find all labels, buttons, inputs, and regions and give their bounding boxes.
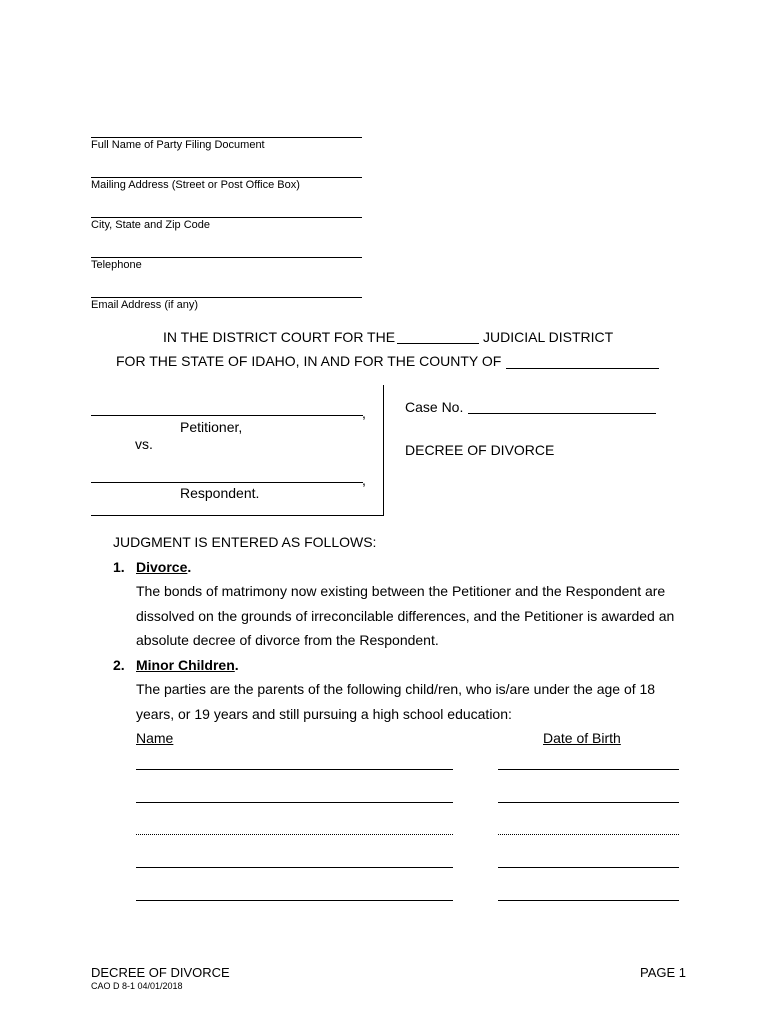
item-2-title-suffix: . [234, 657, 239, 673]
item-1-title: Divorce [136, 559, 188, 575]
caption-bottom-rule [91, 515, 384, 516]
item-2-text-line-1: The parties are the parents of the following child/ren, who is/are under the age of 18 [136, 681, 656, 697]
petitioner-name-line[interactable] [91, 415, 363, 416]
court-line2: FOR THE STATE OF IDAHO, IN AND FOR THE COUNTY OF [116, 353, 502, 369]
item-1-text-line-3: absolute decree of divorce from the Respondent. [136, 632, 439, 648]
telephone-line[interactable] [91, 257, 362, 258]
document-title: DECREE OF DIVORCE [405, 442, 555, 458]
child-dob-line[interactable] [498, 769, 679, 770]
child-name-line[interactable] [136, 867, 453, 868]
child-dob-line[interactable] [498, 834, 679, 835]
item-2-text-line-2: years, or 19 years and still pursuing a high school education: [136, 706, 512, 722]
city-state-zip-label: City, State and Zip Code [91, 219, 211, 231]
full-name-label: Full Name of Party Filing Document [91, 139, 265, 151]
footer-title: DECREE OF DIVORCE [91, 965, 230, 980]
case-no-blank[interactable] [468, 413, 656, 414]
child-dob-line[interactable] [498, 900, 679, 901]
telephone-label: Telephone [91, 259, 142, 271]
email-label: Email Address (if any) [91, 299, 198, 311]
respondent-comma: , [362, 472, 366, 488]
item-1-number: 1. [113, 559, 125, 575]
item-2-title: Minor Children [136, 657, 235, 673]
respondent-name-line[interactable] [91, 482, 363, 483]
judgment-heading: JUDGMENT IS ENTERED AS FOLLOWS: [113, 534, 377, 550]
petitioner-label: Petitioner, [180, 419, 243, 435]
item-1-heading [136, 559, 191, 575]
item-1-text-line-1: The bonds of matrimony now existing between the Petitioner and the Respondent are [136, 583, 666, 599]
court-line1-start: IN THE DISTRICT COURT FOR THE [163, 329, 396, 345]
case-no-label: Case No. [405, 399, 464, 415]
item-2-number: 2. [113, 657, 125, 673]
item-1-title-suffix: . [187, 559, 192, 575]
footer-page-number: PAGE 1 [640, 965, 687, 980]
judicial-district-blank[interactable] [397, 343, 479, 344]
children-dob-header: Date of Birth [543, 730, 621, 746]
vs-label: vs. [135, 436, 153, 452]
court-line1-end: JUDICIAL DISTRICT [483, 329, 614, 345]
petitioner-comma: , [362, 405, 366, 421]
child-name-line[interactable] [136, 769, 453, 770]
child-name-line[interactable] [136, 802, 453, 803]
respondent-label: Respondent. [180, 485, 260, 501]
children-name-header: Name [136, 730, 174, 746]
item-1-text-line-2: dissolved on the grounds of irreconcilable differences, and the Petitioner is awarded an [136, 608, 675, 624]
full-name-line[interactable] [91, 137, 362, 138]
child-dob-line[interactable] [498, 802, 679, 803]
mailing-address-line[interactable] [91, 177, 362, 178]
email-line[interactable] [91, 297, 362, 298]
footer-form-code: CAO D 8-1 04/01/2018 [91, 981, 183, 991]
caption-divider [383, 385, 384, 516]
item-2-heading [136, 657, 239, 673]
child-name-line[interactable] [136, 900, 453, 901]
mailing-address-label: Mailing Address (Street or Post Office Box) [91, 179, 300, 191]
city-state-zip-line[interactable] [91, 217, 362, 218]
child-name-line[interactable] [136, 834, 453, 835]
child-dob-line[interactable] [498, 867, 679, 868]
county-blank[interactable] [506, 368, 659, 369]
